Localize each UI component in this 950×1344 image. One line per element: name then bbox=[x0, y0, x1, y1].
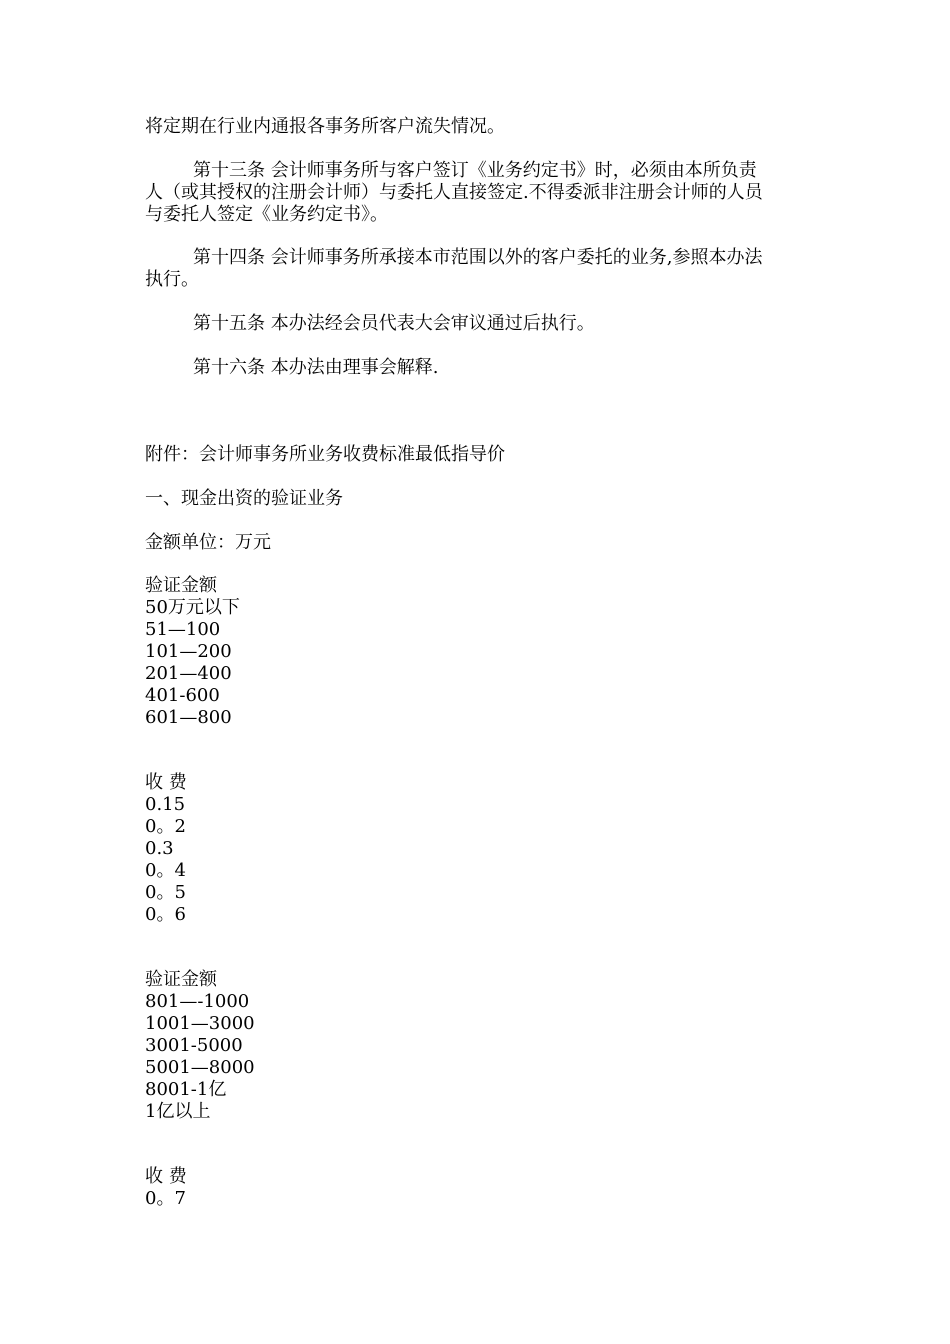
table2-amount-item: 8001-1亿 bbox=[145, 1079, 227, 1100]
article-13-line-1: 第十三条 会计师事务所与客户签订《业务约定书》时，必须由本所负责 bbox=[193, 160, 757, 181]
table2-fee-header: 收 费 bbox=[145, 1166, 187, 1187]
article-14-line-1: 第十四条 会计师事务所承接本市范围以外的客户委托的业务,参照本办法 bbox=[193, 247, 763, 268]
table1-fee-column bbox=[145, 772, 187, 926]
article-13 bbox=[145, 160, 810, 226]
article-14-line-2: 执行。 bbox=[145, 269, 199, 290]
table1-amount-item: 401-600 bbox=[145, 685, 220, 706]
article-13-line-3: 与委托人签定《业务约定书》。 bbox=[145, 204, 388, 225]
table2-fee-column bbox=[145, 1166, 187, 1210]
table2-fee-item: 0。7 bbox=[145, 1188, 186, 1209]
table1-fee-item: 0。2 bbox=[145, 816, 186, 837]
table2-amount-item: 1001—3000 bbox=[145, 1013, 255, 1034]
table1-fee-item: 0.3 bbox=[145, 838, 174, 859]
attachment-title: 附件：会计师事务所业务收费标准最低指导价 bbox=[145, 444, 505, 465]
section-heading: 一、现金出资的验证业务 bbox=[145, 488, 343, 509]
table2-amount-item: 5001—8000 bbox=[145, 1057, 255, 1078]
paragraph-intro: 将定期在行业内通报各事务所客户流失情况。 bbox=[145, 116, 505, 137]
table1-amount-item: 101—200 bbox=[145, 641, 232, 662]
article-13-line-2: 人（或其授权的注册会计师）与委托人直接签定.不得委派非注册会计师的人员 bbox=[145, 182, 763, 203]
table2-amount-header: 验证金额 bbox=[145, 969, 217, 990]
table1-amount-item: 601—800 bbox=[145, 707, 232, 728]
table1-fee-item: 0。4 bbox=[145, 860, 186, 881]
table1-amount-column bbox=[145, 575, 240, 729]
article-14 bbox=[145, 247, 810, 291]
article-15: 第十五条 本办法经会员代表大会审议通过后执行。 bbox=[193, 313, 595, 334]
table1-fee-header: 收 费 bbox=[145, 772, 187, 793]
table1-amount-item: 50万元以下 bbox=[145, 597, 240, 618]
table1-fee-item: 0。6 bbox=[145, 904, 186, 925]
table1-amount-item: 51—100 bbox=[145, 619, 221, 640]
table1-fee-item: 0。5 bbox=[145, 882, 186, 903]
table2-amount-column bbox=[145, 969, 255, 1123]
table2-amount-item: 3001-5000 bbox=[145, 1035, 243, 1056]
table1-amount-item: 201—400 bbox=[145, 663, 232, 684]
amount-unit: 金额单位：万元 bbox=[145, 532, 271, 553]
table2-amount-item: 801—-1000 bbox=[145, 991, 250, 1012]
table2-amount-item: 1亿以上 bbox=[145, 1101, 211, 1122]
article-16: 第十六条 本办法由理事会解释. bbox=[193, 357, 439, 378]
table1-amount-header: 验证金额 bbox=[145, 575, 217, 596]
table1-fee-item: 0.15 bbox=[145, 794, 186, 815]
